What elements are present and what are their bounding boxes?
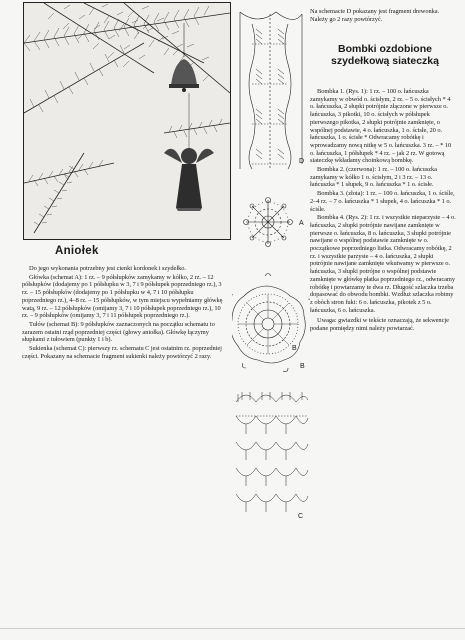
repeat-note: Uwaga: gwiazdki w tekście oznaczają, że sekwencje podane pomiędzy nimi należy powtarzać.	[310, 317, 449, 333]
ornament-photo	[23, 2, 231, 240]
angel-instructions	[22, 265, 224, 361]
skirt-instructions: Sukienka (schemat C): pierwszy rz. schematu C jest ostatnim rz. poprzedniej części. Pokazany na schemacie fragment sukienki należy powtórzyć 2 razy.	[22, 345, 222, 360]
bauble-4: Bombka 4. (Rys. 2): 1 rz. i wszystkie nieparzyste – 4 o. łańcuszka, 2 słupki potrójnie nawijane zamknięte w pierwsze o. łańcuszka, 8 o. łańcuszka, 3 słupki potrójnie nawijane o wspólnej podstawie zamknięte w o. początkowe poprzedniego listka. Odwracamy robótkę, 2 rz. i wszystkie parzyste – 4 o. łańcuszka, 2 słupki potrójnie nawijane zamknięte wkutwamy w pierwsze o. łańcuszka, 3 słupki potrójne o wspólnej podstawie zamknięte w główkę płatka poprzedniego rz., odwracamy robótkę i powtarzamy te dwa rz. Długość szlaczka trzeba dopasować do obwodu bombki. Wzdłuż szlaczka robimy z obóch stron fuki: 6 o. łańcuszka, pikotek z 5 o. łańcuszka, 6 o. łańcuszka.	[310, 214, 456, 314]
label-b: B	[292, 345, 297, 352]
baubles-title: Bombki ozdobione szydełkową siateczką	[331, 43, 439, 67]
baubles-column	[310, 8, 455, 24]
head-instructions: Główka (schemat A): 1 rz. – 9 półsłupków zamykamy w kółko, 2 rz. – 12 półsłupków (dodajemy po 1 półsłupku w 3, 7 i 9 półsłupek poprzedniego rz.), 3 rz. – 15 półsłupków (dodajemy po 1 półsłupku w 4, 7 i 10 półsłupku poprzedniego rz.), 4–8 rz. – 15 półsłupków, w tym miejscu wypełniamy główkę watą, 9 rz. – 12 półsłupków (omijamy 3, 7 i 10 półsłupek poprzedniego rz.), 10 rz. – 9 półsłupków (omijamy 3, 7 i 11 półsłupek poprzedniego rz.).	[22, 273, 223, 320]
fir-branch-image	[24, 3, 230, 239]
page-edge	[0, 628, 465, 629]
angel-intro: Do jego wykonania potrzebny jest cienki kordonek i szydełko.	[29, 265, 186, 272]
label-c: C	[298, 513, 304, 520]
label-b-2: B	[300, 363, 305, 370]
diagram-a	[244, 198, 293, 247]
label-d: D	[299, 158, 305, 165]
bauble-3: Bombka 3. (złota): 1 rz. – 100 o. łańcuszka, 1 o. ściśle, 2–4 rz. – 7 o. łańcuszka * 1 słupek, 4 o. łańcuszka * 1 o. ściśle.	[310, 190, 455, 213]
crochet-diagrams	[232, 4, 310, 524]
bauble-1: Bombka 1. (Rys. 1): 1 rz. – 100 o. łańcuszka zamykamy w obwód o. ścisłym, 2 rz. – 5 o. ścisłych * 4 o. łańcuszka, 2 słupki potrójnie złączone w pierwsze o. łańcuszka, 3 pikotki, 10 o. ścisłych w półsłupek pierwszego pikotka, 2 słupki potrójnie zamknięte, o wspólnej podstawie, 4 o. łańcuszka, 1 o. ścisłe, 20 o. łańcuszka, 1 o. ścisłe * Odwracamy robótkę i wprowadzamy nową nitkę w 5 o. łańcuszka. 3 rz. – * 10 o. łańcuszka, 1 półsłupek * 4 rz. – jak 2 rz. W gotową siateczkę wkładamy choinkową bombkę.	[310, 88, 452, 165]
baubles-instructions	[310, 88, 456, 334]
diagram-d	[240, 12, 305, 169]
angel-title: Aniołek	[55, 245, 99, 257]
torso-instructions: Tułów (schemat B): 9 półsłupków zaznaczonych na początku schematu to zarazem ostatni rząd poprzedniej części (głowy aniołka). Główkę łączymy słupkami z tułowiem (punkty 1 i b).	[22, 320, 215, 344]
diagram-b	[232, 274, 310, 372]
diagram-c	[236, 392, 308, 512]
label-a: A	[299, 220, 304, 227]
bauble-2: Bombka 2. (czerwona): 1 rz. – 100 o. łańcuszka zamykamy w kółko 1 o. ścisłym, 2 i 3 rz. – 13 o. łańcuszka * 1 słupek, 9 o. łańcuszka * 1 o. ścisłe.	[310, 166, 437, 189]
diagram-d-note: Na schemacie D pokazany jest fragment drewonka. Należy go 2 razy powtórzyć.	[310, 8, 440, 23]
